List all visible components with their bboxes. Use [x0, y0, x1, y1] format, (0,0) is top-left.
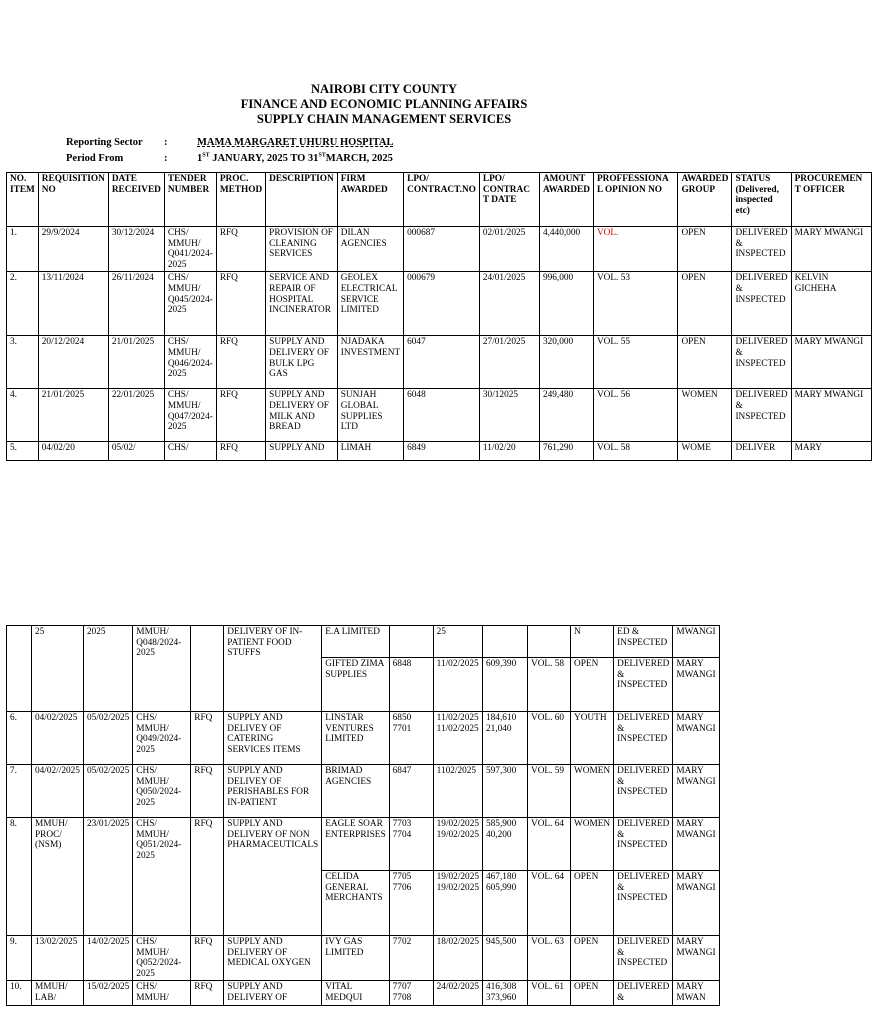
cell: 6848 — [389, 658, 433, 712]
cell: LIMAH — [337, 442, 403, 461]
cell: 25 — [433, 626, 482, 658]
cell: 11/02/2025 — [433, 658, 482, 712]
cell: RFQ — [216, 442, 265, 461]
cell: 14/02/2025 — [83, 936, 132, 981]
cell: 6847 — [389, 765, 433, 818]
cell: WOME — [678, 442, 732, 461]
cell: OPEN — [571, 981, 614, 1005]
cell: CHS/ MMUH/ Q051/2024-2025 — [133, 818, 191, 936]
cell: 000679 — [404, 272, 480, 336]
cell: 8. — [7, 818, 32, 936]
cell: WOMEN — [571, 765, 614, 818]
cell: 13/02/2025 — [32, 936, 84, 981]
col-header: DESCRIPTION — [266, 173, 338, 227]
cell: OPEN — [571, 658, 614, 712]
cell: 04/02/2025 — [32, 712, 84, 765]
col-header: NO. ITEM — [7, 173, 39, 227]
cell: 320,000 — [539, 336, 593, 389]
cell: 5. — [7, 442, 39, 461]
cell: SUPPLY AND DELIVEY OF PERISHABLES FOR IN-PATIENT — [224, 765, 322, 818]
cell: MARY MWANGI — [673, 765, 719, 818]
col-header: PROCUREMENT OFFICER — [791, 173, 872, 227]
cell: MARY MWANGI — [791, 389, 872, 442]
cell: SUPPLY AND — [266, 442, 338, 461]
cell — [389, 626, 433, 658]
cell: 27/01/2025 — [479, 336, 539, 389]
cell: 25 — [32, 626, 84, 712]
cell: DELIVERED & INSPECTED — [732, 336, 791, 389]
cell: WOMEN — [678, 389, 732, 442]
cell: 23/01/2025 — [83, 818, 132, 936]
cell: DILAN AGENCIES — [337, 227, 403, 272]
cell: 11/02/20 — [479, 442, 539, 461]
cell: RFQ — [191, 936, 224, 981]
period-row — [66, 149, 393, 165]
cell: VOL. 60 — [528, 712, 571, 765]
cell: 21/01/2025 — [108, 336, 164, 389]
table-header-row — [7, 173, 872, 227]
colon: : — [164, 152, 168, 164]
cell: DELIVERED & INSPECTED — [614, 936, 673, 981]
col-header: LPO/ CONTRACT.NO — [404, 173, 480, 227]
cell — [528, 626, 571, 658]
cell: CHS/ MMUH/ Q041/2024-2025 — [164, 227, 216, 272]
cell: VOL. 58 — [593, 442, 678, 461]
cell — [7, 626, 32, 712]
cell: 13/11/2024 — [38, 272, 108, 336]
procurement-table-page2 — [6, 625, 720, 1006]
cell: CHS/ MMUH/ — [133, 981, 191, 1005]
cell: 6048 — [404, 389, 480, 442]
cell: 05/02/2025 — [83, 712, 132, 765]
cell: 04/02/20 — [38, 442, 108, 461]
cell: DELIVERED & INSPECTED — [614, 871, 673, 936]
cell: SERVICE AND REPAIR OF HOSPITAL INCINERATOR — [266, 272, 338, 336]
cell: 11/02/2025 11/02/2025 — [433, 712, 482, 765]
cell: VOL. 56 — [593, 389, 678, 442]
table-row — [7, 981, 720, 1005]
cell — [483, 626, 528, 658]
cell: RFQ — [191, 818, 224, 936]
cell: SUPPLY AND DELIVERY OF MILK AND BREAD — [266, 389, 338, 442]
cell: VITAL MEDQUI — [322, 981, 389, 1005]
cell: CHS/ MMUH/ Q049/2024-2025 — [133, 712, 191, 765]
cell: 945,500 — [483, 936, 528, 981]
cell: 7703 7704 — [389, 818, 433, 871]
cell: 19/02/2025 19/02/2025 — [433, 871, 482, 936]
cell: CHS/ MMUH/ Q046/2024-2025 — [164, 336, 216, 389]
table-row — [7, 626, 720, 658]
cell: MWANGI — [673, 626, 719, 658]
cell: OPEN — [678, 227, 732, 272]
cell: SUPPLY AND DELIVERY OF BULK LPG GAS — [266, 336, 338, 389]
cell: 4,440,000 — [539, 227, 593, 272]
cell: OPEN — [571, 871, 614, 936]
colon: : — [164, 137, 168, 148]
cell: SUPPLY AND DELIVERY OF — [224, 981, 322, 1005]
cell: MMUH/ PROC/ (NSM) — [32, 818, 84, 936]
cell: MARY MWANGI — [673, 712, 719, 765]
cell: CHS/ MMUH/ Q050/2024-2025 — [133, 765, 191, 818]
cell: 000687 — [404, 227, 480, 272]
col-header: LPO/ CONTRACT DATE — [479, 173, 539, 227]
cell: MARY MWANGI — [791, 227, 872, 272]
cell: OPEN — [571, 936, 614, 981]
cell: CHS/ — [164, 442, 216, 461]
cell: MARY MWANGI — [673, 936, 719, 981]
cell: DELIVERED & — [614, 981, 673, 1005]
cell: 1102/2025 — [433, 765, 482, 818]
reporting-sector-row — [66, 137, 394, 149]
cell: MARY MWANGI — [791, 336, 872, 389]
cell: DELIVERED & INSPECTED — [614, 765, 673, 818]
cell: LINSTAR VENTURES LIMITED — [322, 712, 389, 765]
cell: VOL. 64 — [528, 871, 571, 936]
cell: GIFTED ZIMA SUPPLIES — [322, 658, 389, 712]
cell: 04/02//2025 — [32, 765, 84, 818]
cell: 05/02/2025 — [83, 765, 132, 818]
reporting-sector-value: MAMA MARGARET UHURU HOSPITAL — [197, 137, 394, 148]
cell: DELIVERED & INSPECTED — [732, 389, 791, 442]
cell: 467,180 605,990 — [483, 871, 528, 936]
col-header: PROC. METHOD — [216, 173, 265, 227]
cell: 05/02/ — [108, 442, 164, 461]
cell: 6047 — [404, 336, 480, 389]
cell: GEOLEX ELECTRICAL SERVICE LIMITED — [337, 272, 403, 336]
cell: BRIMAD AGENCIES — [322, 765, 389, 818]
cell: VOL. — [593, 227, 678, 272]
col-header: TENDER NUMBER — [164, 173, 216, 227]
cell: 21/01/2025 — [38, 389, 108, 442]
col-header: STATUS (Delivered, inspected etc) — [732, 173, 791, 227]
cell: 761,290 — [539, 442, 593, 461]
cell: YOUTH — [571, 712, 614, 765]
cell: SUNJAH GLOBAL SUPPLIES LTD — [337, 389, 403, 442]
cell: CELIDA GENERAL MERCHANTS — [322, 871, 389, 936]
cell: RFQ — [191, 765, 224, 818]
cell: VOL. 58 — [528, 658, 571, 712]
table-row — [7, 818, 720, 871]
cell: OPEN — [678, 336, 732, 389]
cell: SUPPLY AND DELIVEY OF CATERING SERVICES ITEMS — [224, 712, 322, 765]
table-row — [7, 442, 872, 461]
period-value: 1ST JANUARY, 2025 TO 31STMARCH, 2025 — [197, 152, 393, 164]
col-header: FIRM AWARDED — [337, 173, 403, 227]
cell: 30/12025 — [479, 389, 539, 442]
cell: 6. — [7, 712, 32, 765]
cell: 20/12/2024 — [38, 336, 108, 389]
cell: 7702 — [389, 936, 433, 981]
cell: VOL. 53 — [593, 272, 678, 336]
cell — [191, 626, 224, 712]
cell: 7707 7708 — [389, 981, 433, 1005]
cell: 02/01/2025 — [479, 227, 539, 272]
cell: CHS/ MMUH/ Q045/2024-2025 — [164, 272, 216, 336]
cell: 3. — [7, 336, 39, 389]
cell: MARY MWANGI — [673, 658, 719, 712]
cell: 1. — [7, 227, 39, 272]
cell: IVY GAS LIMITED — [322, 936, 389, 981]
header-line3: SUPPLY CHAIN MANAGEMENT SERVICES — [256, 112, 512, 126]
col-header: REQUISITION NO — [38, 173, 108, 227]
table-row — [7, 389, 872, 442]
header-line2: FINANCE AND ECONOMIC PLANNING AFFAIRS — [240, 97, 528, 111]
cell: EAGLE SOAR ENTERPRISES — [322, 818, 389, 871]
cell: WOMEN — [571, 818, 614, 871]
cell: DELIVERED & INSPECTED — [614, 712, 673, 765]
cell: RFQ — [191, 981, 224, 1005]
cell: MARY — [791, 442, 872, 461]
cell: CHS/ MMUH/ Q052/2024-2025 — [133, 936, 191, 981]
cell: VOL. 64 — [528, 818, 571, 871]
cell: E.A LIMITED — [322, 626, 389, 658]
cell: DELIVERED & INSPECTED — [614, 818, 673, 871]
col-header: AMOUNT AWARDED — [539, 173, 593, 227]
cell: OPEN — [678, 272, 732, 336]
table-row — [7, 712, 720, 765]
cell: RFQ — [216, 336, 265, 389]
cell: 6849 — [404, 442, 480, 461]
cell: 609,390 — [483, 658, 528, 712]
cell: N — [571, 626, 614, 658]
cell: 996,000 — [539, 272, 593, 336]
period-label: Period From — [66, 152, 124, 164]
cell: MARY MWANGI — [673, 818, 719, 871]
cell: NJADAKA INVESTMENT — [337, 336, 403, 389]
cell: ED & INSPECTED — [614, 626, 673, 658]
cell: RFQ — [216, 272, 265, 336]
header-title — [0, 82, 768, 127]
cell: CHS/ MMUH/ Q047/2024-2025 — [164, 389, 216, 442]
cell: 15/02/2025 — [83, 981, 132, 1005]
table-row — [7, 936, 720, 981]
table-row — [7, 272, 872, 336]
cell: VOL. 55 — [593, 336, 678, 389]
table-row — [7, 227, 872, 272]
cell: 7. — [7, 765, 32, 818]
cell: RFQ — [216, 389, 265, 442]
table-row — [7, 336, 872, 389]
col-header: PROFFESSIONAL OPINION NO — [593, 173, 678, 227]
cell: 6850 7701 — [389, 712, 433, 765]
cell: 7705 7706 — [389, 871, 433, 936]
cell: MMUH/ LAB/ — [32, 981, 84, 1005]
cell: 9. — [7, 936, 32, 981]
cell: 249,480 — [539, 389, 593, 442]
cell: MARY MWANGI — [673, 871, 719, 936]
cell: SUPPLY AND DELIVERY OF MEDICAL OXYGEN — [224, 936, 322, 981]
cell: 585,900 40,200 — [483, 818, 528, 871]
cell: 184,610 21,040 — [483, 712, 528, 765]
cell: VOL. 59 — [528, 765, 571, 818]
cell: DELIVERY OF IN-PATIENT FOOD STUFFS — [224, 626, 322, 712]
cell: VOL. 61 — [528, 981, 571, 1005]
cell: 2. — [7, 272, 39, 336]
cell: RFQ — [216, 227, 265, 272]
procurement-table-page1 — [6, 172, 872, 461]
cell: DELIVERED & INSPECTED — [732, 272, 791, 336]
cell: RFQ — [191, 712, 224, 765]
cell: VOL. 63 — [528, 936, 571, 981]
table-row — [7, 765, 720, 818]
reporting-sector-label: Reporting Sector — [66, 137, 143, 148]
cell: MARY MWAN — [673, 981, 719, 1005]
cell: 26/11/2024 — [108, 272, 164, 336]
cell: DELIVER — [732, 442, 791, 461]
header-line1: NAIROBI CITY COUNTY — [310, 82, 458, 96]
cell: 18/02/2025 — [433, 936, 482, 981]
cell: PROVISION OF CLEANING SERVICES — [266, 227, 338, 272]
cell: 22/01/2025 — [108, 389, 164, 442]
col-header: AWARDED GROUP — [678, 173, 732, 227]
cell: 24/01/2025 — [479, 272, 539, 336]
cell: DELIVERED & INSPECTED — [614, 658, 673, 712]
cell: KELVIN GICHEHA — [791, 272, 872, 336]
cell: DELIVERED & INSPECTED — [732, 227, 791, 272]
cell: 4. — [7, 389, 39, 442]
cell: 10. — [7, 981, 32, 1005]
col-header: DATE RECEIVED — [108, 173, 164, 227]
cell: 2025 — [83, 626, 132, 712]
cell: MMUH/ Q048/2024-2025 — [133, 626, 191, 712]
cell: 416,308 373,960 — [483, 981, 528, 1005]
cell: 24/02/2025 — [433, 981, 482, 1005]
cell: 30/12/2024 — [108, 227, 164, 272]
cell: 597,300 — [483, 765, 528, 818]
cell: 19/02/2025 19/02/2025 — [433, 818, 482, 871]
cell: SUPPLY AND DELIVERY OF NON PHARMACEUTICALS — [224, 818, 322, 936]
cell: 29/9/2024 — [38, 227, 108, 272]
